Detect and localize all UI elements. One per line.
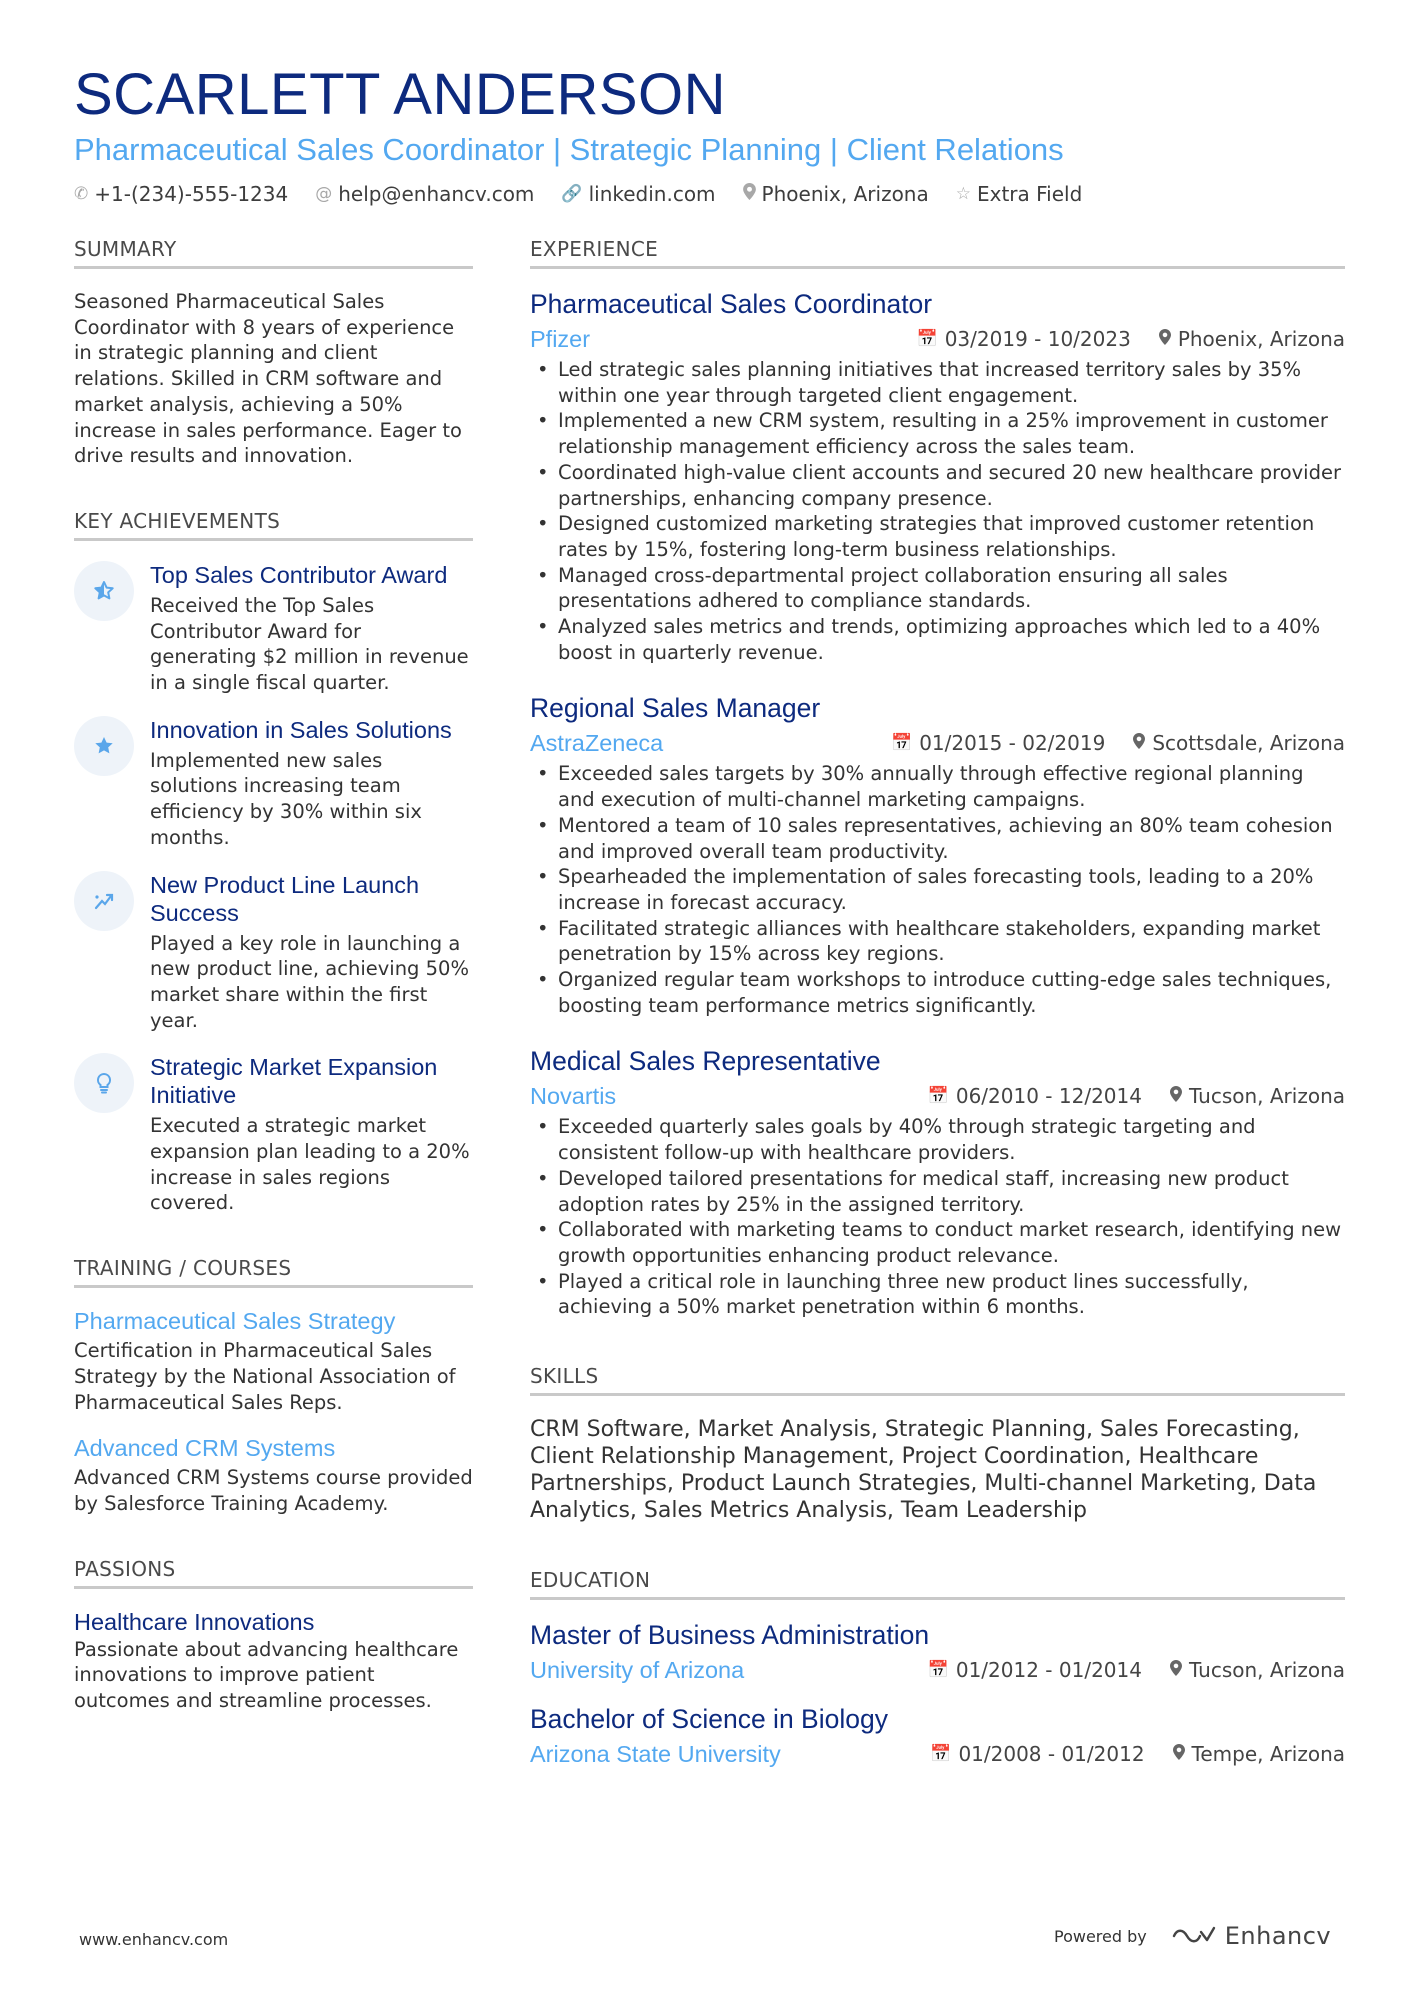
trend-icon [74,871,134,931]
job-title: Regional Sales Manager [530,693,821,724]
contact-phone-text: +1-(234)-555-1234 [94,182,289,206]
company-name: Pfizer [530,325,591,352]
achievement-item [74,871,473,1034]
job-bullet: • Organized regular team workshops to introduce cutting-edge sales techniques, boosting team performance metrics significantly. [530,967,1345,1018]
phone-icon: ✆ [74,184,89,204]
job-bullet: • Managed cross-departmental project collaboration ensuring all sales presentations adhered to compliance standards. [530,563,1345,614]
job-bullet: • Analyzed sales metrics and trends, optimizing approaches which led to a 40% boost in quarterly revenue. [530,614,1345,665]
calendar-icon: 📅 [927,1086,949,1107]
education-dates: 01/2008 - 01/2012 [958,1742,1145,1767]
job-dates: 06/2010 - 12/2014 [955,1084,1142,1109]
education-location: Tucson, Arizona [1188,1658,1345,1683]
contact-bar [74,182,1344,206]
summary-text: Seasoned Pharmaceutical Sales Coordinator with 8 years of experience in strategic planning and client relations. Skilled in CRM software and market analysis, achieving a 50% increase in sales performance. Eager to drive results and innovation. [74,290,462,468]
achievement-item [74,561,473,696]
enhancv-logo-icon [1171,1924,1217,1948]
passion-title: Healthcare Innovations [74,1608,315,1635]
summary-section [74,237,473,469]
job-bullets [530,1114,1345,1320]
education-entry [530,1618,1345,1686]
job-bullet: • Played a critical role in launching three new product lines successfully, achieving a 50% market penetration within 6 months. [530,1269,1345,1320]
job-bullet: • Developed tailored presentations for medical staff, increasing new product adoption rates by 25% in the assigned territory. [530,1166,1345,1217]
course-item [74,1433,473,1516]
job-bullet: • Designed customized marketing strategies that improved customer retention rates by 15%, fostering long-term business relationships. [530,511,1345,562]
job-entry [530,1044,1345,1320]
candidate-name: SCARLETT ANDERSON [74,62,727,127]
contact-linkedin-text: linkedin.com [588,182,716,206]
job-dates: 03/2019 - 10/2023 [944,327,1131,351]
achievements-section [74,509,473,1216]
location-pin-icon [1133,733,1145,754]
training-heading: TRAINING / COURSES [74,1256,473,1288]
resume-header [74,62,1344,206]
job-bullets [530,357,1345,665]
school-name: Arizona State University [530,1740,781,1767]
location-pin-icon [1159,329,1171,350]
at-icon: @ [315,184,333,204]
job-bullets [530,761,1345,1018]
company-name: Novartis [530,1082,617,1109]
school-name: University of Arizona [530,1656,745,1683]
education-entry [530,1702,1345,1770]
job-bullet: • Spearheaded the implementation of sales forecasting tools, leading to a 20% increase in forecast accuracy. [530,864,1345,915]
job-location: Tucson, Arizona [1188,1084,1345,1109]
star-outline-icon [74,561,134,621]
brand-name: Enhancv [1224,1922,1332,1950]
right-column [530,237,1345,1770]
education-section [530,1568,1345,1770]
course-title: Advanced CRM Systems [74,1435,336,1462]
powered-by-label: Powered by [1054,1926,1147,1946]
achievement-item [74,716,473,851]
achievement-item [74,1053,473,1216]
job-bullet: • Coordinated high-value client accounts and secured 20 new healthcare provider partnerships, enhancing company presence. [530,460,1345,511]
course-title: Pharmaceutical Sales Strategy [74,1308,396,1335]
achievement-desc: Received the Top Sales Contributor Award for generating $2 million in revenue in a single fiscal quarter. [150,593,469,695]
achievement-title: New Product Line Launch Success [150,871,420,926]
training-section [74,1256,473,1517]
education-heading: EDUCATION [530,1568,1345,1600]
skills-section [530,1364,1345,1524]
education-dates: 01/2012 - 01/2014 [955,1658,1142,1683]
course-desc: Advanced CRM Systems course provided by Salesforce Training Academy. [74,1466,473,1515]
location-pin-icon [1170,1086,1182,1107]
passion-desc: Passionate about advancing healthcare innovations to improve patient outcomes and streamline processes. [74,1637,459,1713]
contact-location [743,182,929,206]
job-bullet: • Exceeded quarterly sales goals by 40% through strategic targeting and consistent follow-up with healthcare providers. [530,1114,1345,1165]
job-bullet: • Led strategic sales planning initiatives that increased territory sales by 35% within one year through targeted client engagement. [530,357,1345,408]
passions-section [74,1557,473,1714]
achievement-desc: Played a key role in launching a new product line, achieving 50% market share within the first year. [150,931,469,1032]
location-pin-icon [1170,1660,1182,1681]
experience-heading: EXPERIENCE [530,237,1345,269]
contact-linkedin[interactable] [561,182,715,206]
calendar-icon: 📅 [916,329,938,349]
achievement-desc: Implemented new sales solutions increasing team efficiency by 30% within six months. [150,748,422,849]
job-bullet: • Implemented a new CRM system, resulting in a 25% improvement in customer relationship management efficiency across the sales team. [530,408,1345,459]
footer-website[interactable]: www.enhancv.com [79,1930,229,1949]
contact-email[interactable] [315,182,534,206]
lightbulb-icon [74,1053,134,1113]
star-filled-icon [74,716,134,776]
summary-heading: SUMMARY [74,237,473,269]
achievement-desc: Executed a strategic market expansion plan leading to a 20% increase in sales regions covered. [150,1114,470,1215]
contact-extra-field [956,182,1083,206]
job-bullet: • Collaborated with marketing teams to conduct market research, identifying new growth opportunities enhancing product relevance. [530,1217,1345,1268]
skills-text: CRM Software, Market Analysis, Strategic Planning, Sales Forecasting, Client Relationship Management, Project Coordination, Healthcare Partnerships, Product Launch Strategies, Multi-channel Marketing, Data Analytics, Sales Metrics Analysis, Team Leadership [530,1417,1317,1524]
star-outline-icon: ☆ [955,184,971,204]
job-title: Pharmaceutical Sales Coordinator [530,289,933,319]
job-bullet: • Exceeded sales targets by 30% annually through effective regional planning and execution of multi-channel marketing campaigns. [530,761,1345,812]
degree-title: Master of Business Administration [530,1620,930,1651]
achievements-heading: KEY ACHIEVEMENTS [74,509,473,541]
job-dates: 01/2015 - 02/2019 [919,731,1106,756]
job-entry [530,691,1345,1018]
calendar-icon: 📅 [891,733,913,754]
education-location: Tempe, Arizona [1191,1742,1345,1767]
skills-heading: SKILLS [530,1364,1345,1396]
contact-email-text: help@enhancv.com [338,182,535,206]
achievement-title: Innovation in Sales Solutions [150,716,452,743]
calendar-icon: 📅 [927,1660,949,1681]
brand-logo[interactable] [1171,1922,1331,1950]
job-title: Medical Sales Representative [530,1046,881,1077]
location-pin-icon [743,183,756,205]
calendar-icon: 📅 [930,1744,952,1765]
job-location: Scottsdale, Arizona [1152,731,1345,756]
achievement-title: Strategic Market Expansion Initiative [150,1054,438,1109]
left-column [74,237,473,1714]
achievement-title: Top Sales Contributor Award [150,561,448,588]
company-name: AstraZeneca [530,729,664,756]
degree-title: Bachelor of Science in Biology [530,1704,888,1735]
passions-heading: PASSIONS [74,1557,473,1589]
job-entry [530,287,1345,665]
contact-extra-text: Extra Field [976,182,1083,206]
job-bullet: • Facilitated strategic alliances with healthcare stakeholders, expanding market penetration by 15% across key regions. [530,916,1345,967]
footer-branding [1054,1922,1331,1950]
course-item [74,1306,473,1415]
experience-section [530,237,1345,1320]
contact-location-text: Phoenix, Arizona [761,182,929,206]
course-desc: Certification in Pharmaceutical Sales Strategy by the National Association of Pharmaceutical Sales Reps. [74,1339,456,1414]
job-location: Phoenix, Arizona [1177,327,1345,351]
contact-phone[interactable] [74,182,288,206]
job-bullet: • Mentored a team of 10 sales representatives, achieving an 80% team cohesion and improved overall team productivity. [530,813,1345,864]
candidate-headline: Pharmaceutical Sales Coordinator | Strategic Planning | Client Relations [74,132,1064,167]
link-icon: 🔗 [561,184,583,204]
location-pin-icon [1173,1744,1185,1765]
